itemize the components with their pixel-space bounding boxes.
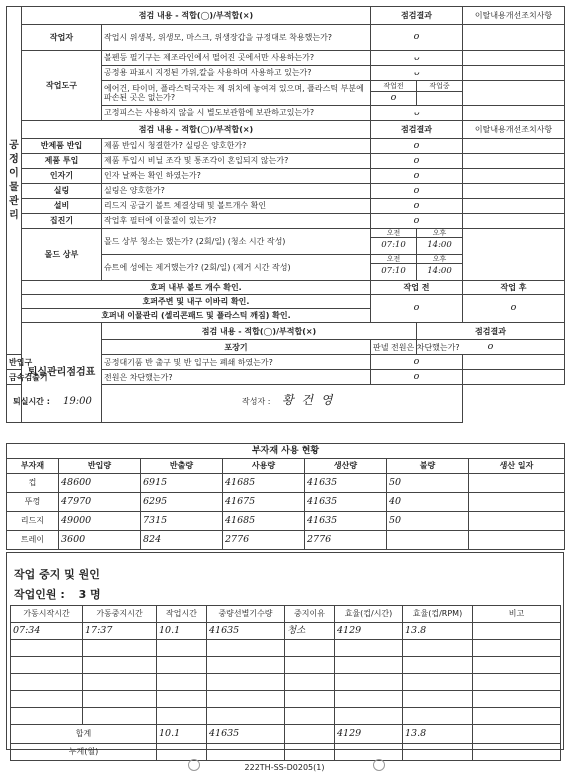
category-tools: 작업도구 [22,51,102,121]
material-cell[interactable] [469,531,565,550]
check-item-text: 제품 반입시 청결한가? 실링은 양호한가? [102,139,371,154]
check-header-title: 점검 내용 - 적합(◯)/부적합(×) [22,121,371,139]
material-name: 리드지 [7,512,59,531]
workers-value[interactable]: 3 명 [78,588,101,601]
material-cell[interactable]: 49000 [59,512,141,531]
stop-cell[interactable] [285,674,335,691]
exit-signature-row [7,385,463,423]
check-result[interactable]: o [371,355,463,370]
category-metal-detector: 금속검출기 [7,370,22,385]
materials-header: 생산량 [305,459,387,474]
action-cell[interactable] [463,214,565,229]
side-label-exit: 퇴실관리점검표 [22,323,102,423]
category-sealing: 실링 [22,184,102,199]
workers-label: 작업인원 : [14,588,65,601]
materials-header: 생산 일자 [469,459,565,474]
check-result[interactable]: o [371,184,463,199]
stop-cell[interactable] [11,708,83,725]
stop-cell[interactable] [207,640,285,657]
check-result-during[interactable] [417,92,463,106]
stop-cell[interactable] [473,691,561,708]
category-packer: 포장기 [102,340,371,355]
action-cell[interactable] [463,370,565,385]
category-dust-collector: 집진기 [22,214,102,229]
stop-cell[interactable] [403,657,473,674]
stop-cell[interactable] [157,640,207,657]
check-result[interactable]: ᴗ [371,66,463,81]
check-item-text: 실링은 양호한가? [102,184,371,199]
material-cell[interactable]: 50 [387,474,469,493]
check-result-before[interactable]: o [371,92,417,106]
check-result[interactable]: o [371,370,463,385]
stop-cell[interactable] [403,708,473,725]
material-cell[interactable]: 40 [387,493,469,512]
stop-cell[interactable]: 청소 [285,623,335,640]
check-result[interactable]: o [371,139,463,154]
action-cell[interactable] [463,51,565,66]
material-cell[interactable]: 6295 [141,493,223,512]
stop-header: 가동시작시간 [11,606,83,623]
category-mold-top: 몰드 상부 [22,229,102,281]
stop-cell[interactable]: 07:34 [11,623,83,640]
action-cell[interactable] [463,169,565,184]
materials-header: 불량 [387,459,469,474]
action-cell[interactable] [463,66,565,81]
stop-cell[interactable] [335,691,403,708]
table-row [11,691,561,708]
action-cell[interactable] [463,25,565,51]
check-header-title: 점검 내용 - 적합(◯)/부적합(×) [102,323,417,340]
material-cell[interactable]: 47970 [59,493,141,512]
check-header-action: 이탈내용개선조치사항 [463,7,565,25]
material-cell[interactable]: 2776 [305,531,387,550]
stop-cell[interactable] [83,640,157,657]
material-cell[interactable]: 2776 [223,531,305,550]
stop-header: 가동중지시간 [83,606,157,623]
hopper-check-3: 호퍼내 이물관리 (셀리콘패드 및 플라스틱 깨짐) 확인. [22,309,371,323]
time-pm[interactable]: 14:00 [417,238,463,255]
stop-cell[interactable] [335,640,403,657]
material-cell[interactable]: 6915 [141,474,223,493]
check-result[interactable]: o [371,199,463,214]
stop-cell[interactable] [473,708,561,725]
stop-cell[interactable] [11,674,83,691]
check-item-text: 공정용 파표시 지정된 가위,칼을 사용하며 사용하고 있는가? [102,66,371,81]
total-cell[interactable]: 4129 [335,725,403,744]
material-cell[interactable] [469,493,565,512]
total-cell[interactable]: 10.1 [157,725,207,744]
material-cell[interactable] [469,512,565,531]
material-cell[interactable]: 41635 [305,474,387,493]
check-result[interactable]: ᴗ [371,106,463,121]
stop-cell[interactable]: 13.8 [403,623,473,640]
category-worker: 작업자 [22,25,102,51]
exit-time-value[interactable]: 19:00 [63,396,92,408]
material-cell[interactable] [469,474,565,493]
stop-header: 비고 [473,606,561,623]
action-cell[interactable] [463,184,565,199]
exit-time-label: 퇴실시간 : [13,397,50,407]
materials-header: 사용량 [223,459,305,474]
stop-cell[interactable] [335,708,403,725]
materials-header: 반입량 [59,459,141,474]
action-cell[interactable] [463,139,565,154]
stop-cell[interactable] [83,691,157,708]
label-am: 오전 [371,229,417,238]
workers-count [14,586,101,602]
cumulative-row [11,744,561,761]
hopper-check-2: 호퍼주변 및 내구 이바리 확인. [22,295,371,309]
stop-cell[interactable] [11,640,83,657]
check-item-text: 에어건, 타이머, 플라스틱국자는 제 위치에 놓여져 있으며, 플라스틱 부분에 파손된 곳은 없는가? [102,81,371,106]
writer-label: 작성자 : [242,397,271,407]
cumulative-cell[interactable] [403,744,473,761]
work-stoppage [6,552,564,757]
label-am: 오전 [371,255,417,264]
material-cell[interactable]: 41635 [305,493,387,512]
label-pm: 오후 [417,255,463,264]
material-cell[interactable]: 41685 [223,474,305,493]
material-cell[interactable]: 41675 [223,493,305,512]
hopper-check-1: 호퍼 내부 볼트 개수 확인. [22,281,371,295]
stop-cell[interactable] [11,657,83,674]
check-item-text: 전원은 차단했는가? [102,370,371,385]
check-header-result: 점검결과 [371,7,463,25]
materials-usage [6,443,564,550]
stop-cell[interactable] [335,674,403,691]
stop-header: 효율(컵/RPM) [403,606,473,623]
action-cell[interactable] [463,355,565,370]
label-after-work: 작업 후 [463,281,565,295]
check-item-text: 작업후 필터에 이물질이 있는가? [102,214,371,229]
material-name: 뚜껑 [7,493,59,512]
check-result[interactable]: o [417,340,565,355]
total-cell[interactable] [285,725,335,744]
stop-cell[interactable] [473,640,561,657]
material-cell[interactable]: 7315 [141,512,223,531]
action-cell[interactable] [463,106,565,121]
label-before-work: 작업전 [371,81,417,92]
time-am[interactable]: 07:10 [371,264,417,281]
total-cell[interactable]: 13.8 [403,725,473,744]
table-row [7,474,565,493]
hopper-result-after[interactable]: o [463,295,565,323]
stop-cell[interactable] [157,708,207,725]
hopper-result-before[interactable]: o [371,295,463,323]
stop-cell[interactable] [157,674,207,691]
material-cell[interactable]: 3600 [59,531,141,550]
stop-cell[interactable] [285,708,335,725]
stop-cell[interactable] [83,657,157,674]
cumulative-cell[interactable] [207,744,285,761]
check-header-result: 점검결과 [371,121,463,139]
stop-title: 작업 중지 및 원인 [14,568,100,581]
total-row [11,725,561,744]
table-row [7,531,565,550]
material-cell[interactable]: 48600 [59,474,141,493]
stop-cell[interactable] [157,657,207,674]
stop-cell[interactable]: 4129 [335,623,403,640]
check-item-text: 공정대기품 반 출구 및 반 입구는 폐쇄 하였는가? [102,355,371,370]
check-item-text: 몰드 상부 청소는 했는가? (2회/일) (청소 시간 작성) [102,229,371,255]
action-cell[interactable] [463,199,565,214]
cumulative-cell[interactable] [285,744,335,761]
check-result[interactable]: o [371,214,463,229]
materials-header: 반출량 [141,459,223,474]
check-header-result: 점검결과 [417,323,565,340]
table-row [7,493,565,512]
time-am[interactable]: 07:10 [371,238,417,255]
cumulative-cell[interactable] [335,744,403,761]
stop-cell[interactable]: 17:37 [83,623,157,640]
check-result[interactable]: ᴗ [371,51,463,66]
cumulative-cell[interactable] [157,744,207,761]
stop-cell[interactable] [11,691,83,708]
stop-cell[interactable] [157,691,207,708]
category-semi-product: 반제품 반입 [22,139,102,154]
check-result[interactable]: o [371,169,463,184]
table-row [7,512,565,531]
table-row [11,674,561,691]
side-label-process: 공정이물관리 [7,7,22,355]
table-row [11,708,561,725]
material-cell[interactable]: 41635 [305,512,387,531]
stop-cell[interactable] [207,657,285,674]
total-cell[interactable] [473,725,561,744]
stop-cell[interactable] [473,657,561,674]
material-cell[interactable]: 41685 [223,512,305,531]
materials-header: 부자재 [7,459,59,474]
stop-cell[interactable] [207,708,285,725]
action-cell[interactable] [463,154,565,169]
action-cell[interactable] [463,229,565,281]
material-name: 컵 [7,474,59,493]
category-printer: 인자기 [22,169,102,184]
label-during-work: 작업중 [417,81,463,92]
check-item-text: 볼펜등 필기구는 제조라인에서 떨어진 곳에서만 사용하는가? [102,51,371,66]
stop-cell[interactable] [403,691,473,708]
stop-cell[interactable]: 41635 [207,623,285,640]
check-item-text: 슈트에 성에는 제거했는가? (2회/일) (제거 시간 작성) [102,255,371,281]
label-pm: 오후 [417,229,463,238]
stop-cell[interactable] [285,640,335,657]
category-inlet: 반입구 [7,355,22,370]
time-pm[interactable]: 14:00 [417,264,463,281]
cumulative-label: 누계(월) [11,744,157,761]
material-cell[interactable]: 50 [387,512,469,531]
cumulative-cell[interactable] [473,744,561,761]
check-item-text: 고정피스는 사용하지 않을 시 별도보관함에 보관하고있는가? [102,106,371,121]
check-item-text: 판넬 전원은 차단했는가? [371,340,417,355]
total-cell[interactable]: 41635 [207,725,285,744]
category-product-input: 제품 투입 [22,154,102,169]
stop-cell[interactable] [207,674,285,691]
stop-cell[interactable] [473,674,561,691]
form-code: 222TH-SS-D0205(1) [244,763,325,772]
stop-header: 중지이유 [285,606,335,623]
check-item-text: 인자 날짜는 확인 하였는가? [102,169,371,184]
inspection-checklist [6,6,564,423]
check-item-text: 제품 투입시 비닐 조각 및 통조각이 혼입되지 않는가? [102,154,371,169]
table-row [11,657,561,674]
stop-header: 효율(컵/시간) [335,606,403,623]
check-result[interactable]: o [371,154,463,169]
material-cell[interactable]: 824 [141,531,223,550]
check-item-text: 리드지 공급기 볼트 체결상태 및 볼트개수 확인 [102,199,371,214]
material-name: 트레이 [7,531,59,550]
stop-header: 작업시간 [157,606,207,623]
check-header-title: 점검 내용 - 적합(◯)/부적합(×) [22,7,371,25]
stop-cell[interactable]: 10.1 [157,623,207,640]
check-item-text: 작업시 위생복, 위생모, 마스크, 위생장갑을 규정대로 착용했는가? [102,25,371,51]
stop-cell[interactable] [285,657,335,674]
stop-cell[interactable] [403,674,473,691]
stop-cell[interactable] [83,708,157,725]
label-before-work: 작업 전 [371,281,463,295]
stop-cell[interactable] [335,657,403,674]
stop-cell[interactable] [403,640,473,657]
category-equipment: 설비 [22,199,102,214]
stop-cell[interactable] [207,691,285,708]
stop-cell[interactable] [473,623,561,640]
stop-cell[interactable] [285,691,335,708]
material-cell[interactable] [387,531,469,550]
table-row [11,640,561,657]
materials-title: 부자재 사용 현황 [7,444,565,459]
table-row [11,623,561,640]
stop-header: 중량선별기수량 [207,606,285,623]
check-result[interactable]: o [371,25,463,51]
writer-signature[interactable]: 황 건 영 [282,393,335,408]
stop-cell[interactable] [83,674,157,691]
total-label: 합계 [11,725,157,744]
action-cell[interactable] [463,81,565,106]
check-header-action: 이탈내용개선조치사항 [463,121,565,139]
